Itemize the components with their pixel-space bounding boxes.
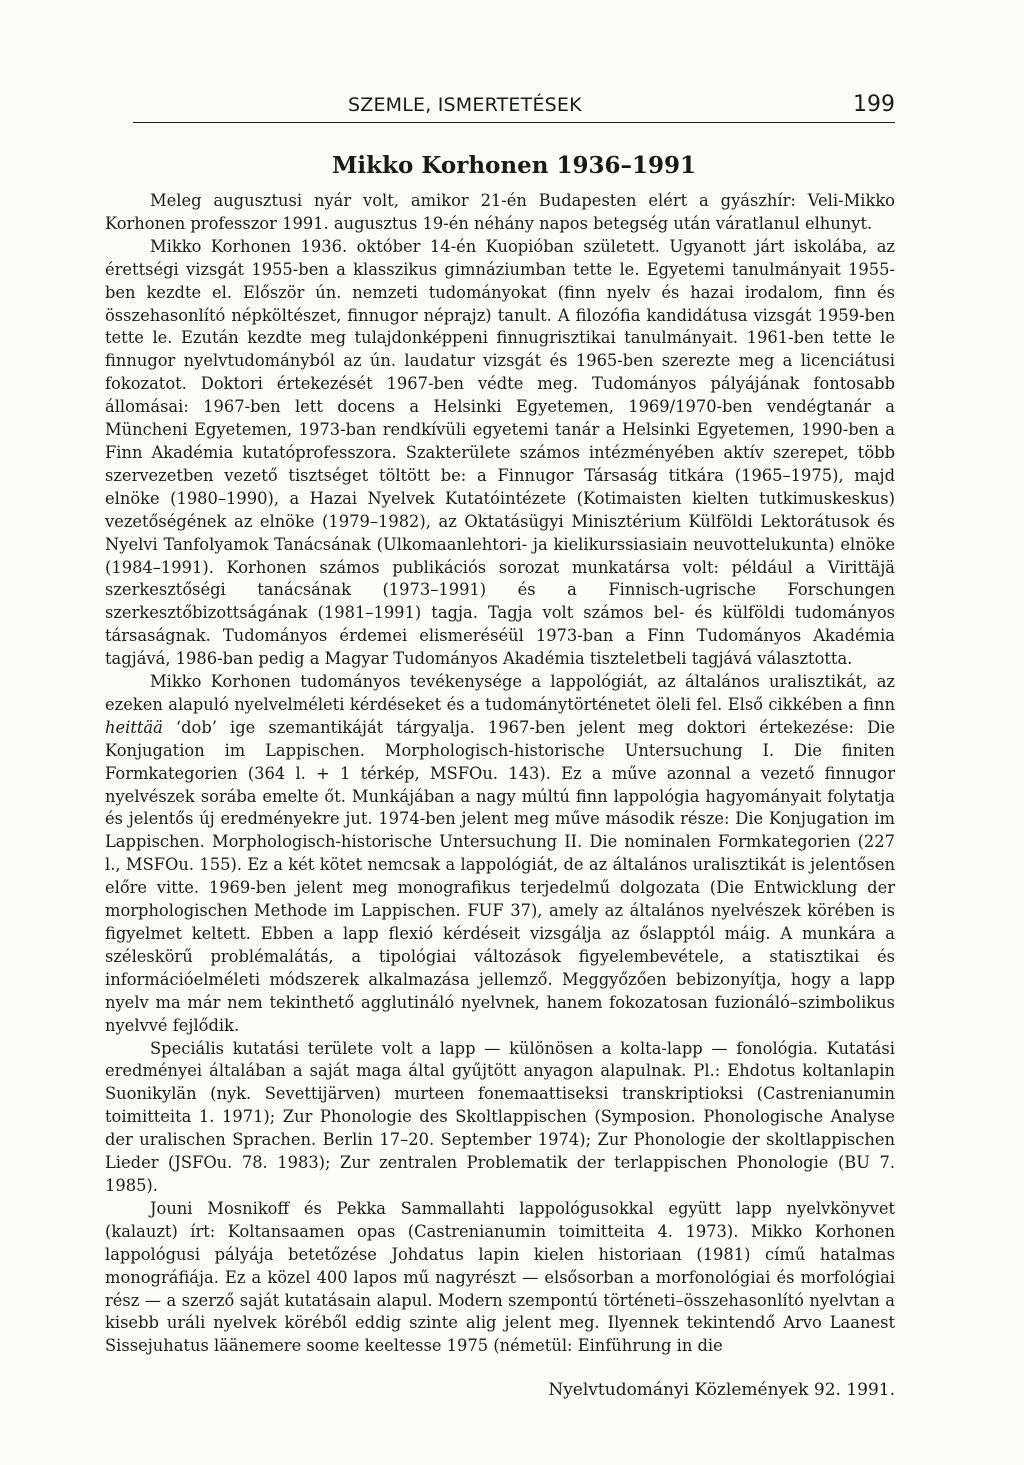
article-body: [105, 190, 895, 1358]
page-number: 199: [853, 92, 895, 117]
paragraph-5: Jouni Mosnikoff és Pekka Sammallahti lappológusokkal együtt lapp nyelvkönyvet (kalauzt) írt: Koltansaamen opas (Castrenianumin toimitteita 4. 1973). Mikko Korhonen lappológusi pályája betetőzése Johdatus lapin kielen historiaan (1981) című hatalmas monográfiája. Ez a közel 400 lapos mű nagyrészt — elsősorban a morfonológiai és morfológiai rész — a szerző saját kutatásain alapul. Modern szempontú történeti–összehasonlító nyelvtan a kisebb uráli nyelvek köréből eddig szinte alig jelent meg. Ilyennek tekintendő Arvo Laanest Sissejuhatus läänemere soome keeltesse 1975 (németül: Einführung in die: [105, 1198, 895, 1356]
article-title: Mikko Korhonen 1936–1991: [331, 152, 697, 179]
running-title: SZEMLE, ISMERTETÉSEK: [348, 94, 582, 116]
paragraph-3-text-a: Mikko Korhonen tudományos tevékenysége a lappológiát, az általános uralisztikát, az ezeken alapuló nyelvelméleti kérdéseket és a tudománytörténetet öleli fel. Első cikkében a finn: [105, 672, 895, 714]
paragraph-2: Mikko Korhonen 1936. október 14-én Kuopióban született. Ugyanott járt iskolába, az érettségi vizsgát 1955-ben a klasszikus gimnáziumban tette le. Egyetemi tanulmányait 1955-ben kezdte el. Először ún. nemzeti tudományokat (finn nyelv és hazai irodalom, finn és összehasonlító népköltészet, finnugor néprajz) tanult. A filozófia kandidátusa vizsgát 1959-ben tette le. Ezután kezdte meg tulajdonképpeni finnugrisztikai tanulmányait. 1961-ben tette le finnugor nyelvtudományból az ún. laudatur vizsgát és 1965-ben szerezte meg a licenciátusi fokozatot. Doktori értekezését 1967-ben védte meg. Tudományos pályájának fontosabb állomásai: 1967-ben lett docens a Helsinki Egyetemen, 1969/1970-ben vendégtanár a Müncheni Egyetemen, 1973-ban rendkívüli egyetemi tanár a Helsinki Egyetemen, 1990-ben a Finn Akadémia kutatóprofesszora. Szakterülete számos intézményében aktív szerepet, több szervezetben vezető tisztséget töltött be: a Finnugor Társaság titkára (1965–1975), majd elnöke (1980–1990), a Hazai Nyelvek Kutatóintézete (Kotimaisten kielten tutkimuskeskus) vezetőségének az elnöke (1979–1982), az Oktatásügyi Minisztérium Külföldi Lektorátusok és Nyelvi Tanfolyamok Tanácsának (Ulkomaanlehtori- ja kielikurssiasiain neuvottelukunta) elnöke (1984–1991). Korhonen számos publikációs sorozat munkatársa volt: például a Virittäjä szerkesztőségi tanácsának (1973–1991) és a Finnisch-ugrische Forschungen szerkesztőbizottságának (1981–1991) tagja. Tagja volt számos bel- és külföldi tudományos társaságnak. Tudományos érdemei elismeréséül 1973-ban a Finn Tudományos Akadémia tagjává, 1986-ban pedig a Magyar Tudományos Akadémia tiszteletbeli tagjává választotta.: [105, 236, 895, 669]
italic-word: heittää: [105, 717, 163, 737]
paragraph-4: Speciális kutatási területe volt a lapp — különösen a kolta-lapp — fonológia. Kutatási eredményei általában a saját maga által gyűjtött anyagon alapulnak. Pl.: Ehdotus koltanlapin Suonikylän (nyk. Sevettijärven) murteen fonemaattiseksi transkriptioksi (Castrenianumin toimitteita 1. 1971); Zur Phonologie des Skoltlappischen (Symposion. Phonologische Analyse der uralischen Sprachen. Berlin 17–20. September 1974); Zur Phonologie der skoltlappischen Lieder (JSFOu. 78. 1983); Zur zentralen Problematik der terlappischen Phonologie (BU 7. 1985).: [105, 1038, 895, 1195]
paragraph-3-text-b: ‘dob’ ige szemantikáját tárgyalja. 1967-ben jelent meg doktori értekezése: Die Konjugation im Lappischen. Morphologisch-historische Untersuchung I. Die finiten Formkategorien (364 l. + 1 térkép, MSFOu. 143). Ez a műve azonnal a vezető finnugor nyelvészek sorába emelte őt. Munkájában a nagy múltú finn lappológia hagyományait folytatja és jelentős új eredményekre jut. 1974-ben jelent meg műve második része: Die Konjugation im Lappischen. Morphologisch-historische Untersuchung II. Die nominalen Formkategorien (227 l., MSFOu. 155). Ez a két kötet nemcsak a lappológiát, de az általános uralisztikát is jelentősen előre vitte. 1969-ben jelent meg monografikus terjedelmű dolgozata (Die Entwicklung der morphologischen Methode im Lappischen. FUF 37), amely az általános nyelvészek körében is figyelmet keltett. Ebben a lapp flexió kérdéseit vizsgálja az őslapptól máig. A munkára a széleskörű problémalátás, a tipológiai változások figyelembevétele, a statisztikai és információelméleti módszerek alkalmazása jellemző. Meggyőzően bebizonyítja, hogy a lapp nyelv ma már nem tekinthető agglutináló nyelvnek, hanem fokozatosan fuzionáló–szimbolikus nyelvvé fejlődik.: [105, 717, 895, 1035]
journal-footer: Nyelvtudományi Közlemények 92. 1991.: [548, 1380, 895, 1400]
running-head: [133, 92, 895, 123]
paragraph-3: [105, 671, 895, 1038]
paragraph-1: Meleg augusztusi nyár volt, amikor 21-én Budapesten elért a gyászhír: Veli-Mikko Korhonen professzor 1991. augusztus 19-én néhány napos betegség után váratlanul elhunyt.: [105, 191, 895, 233]
